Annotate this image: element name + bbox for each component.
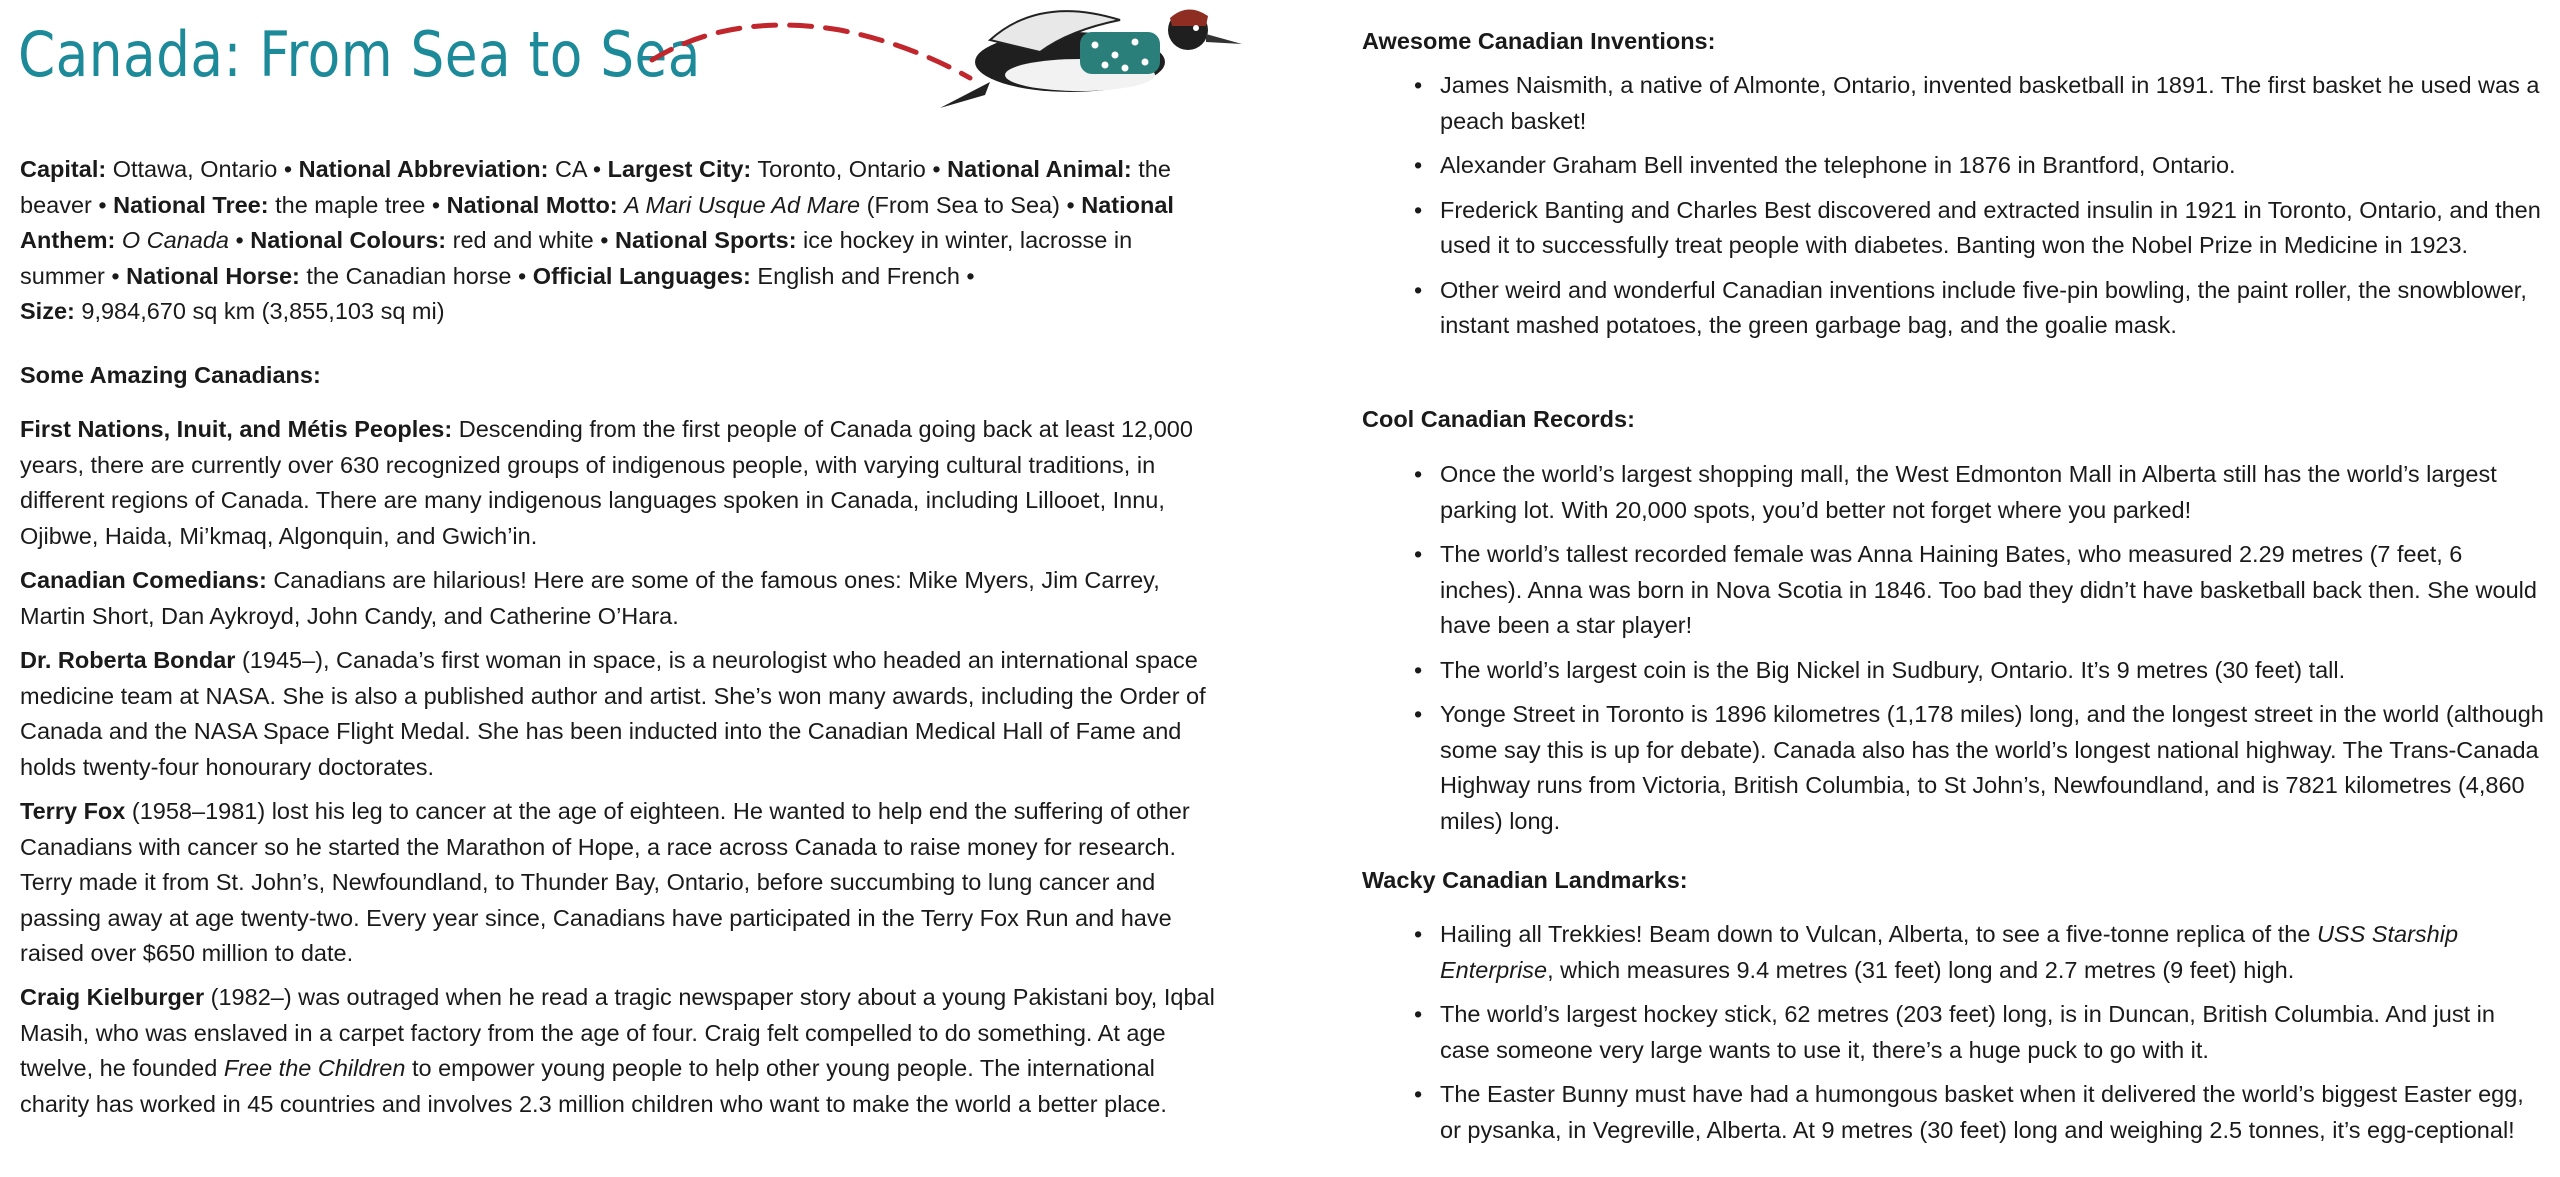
list-item: • Other weird and wonderful Canadian inventions include five-pin bowling, the paint roller, the snowblower, instant mashed potatoes, the green garbage bag, and the goalie mask. — [1414, 276, 2527, 338]
landmarks-list — [1362, 917, 2547, 1148]
list-item: • Hailing all Trekkies! Beam down to Vulcan, Alberta, to see a five-tonne replica of the USS Starship Enterprise, which measures 9.4 metres (31 feet) long and 2.7 metres (9 feet) high. — [1414, 921, 2459, 983]
list-item: • Yonge Street in Toronto is 1896 kilometres (1,178 miles) long, and the longest street in the world (although some say this is up for debate). Canada also has the world’s longest national highway. The Trans-Canada Highway runs from Victoria, British Columbia, to St John’s, Newfoundland, and is 7821 kilometres (4,860 miles) long. — [1414, 701, 2544, 834]
list-item: • The world’s tallest recorded female was Anna Haining Bates, who measured 2.29 metres (7 feet, 6 inches). Anna was born in Nova Scotia in 1846. Too bad they didn’t have basketball back then. She would have been a star player! — [1414, 541, 2537, 638]
national-facts: Capital: Ottawa, Ontario • National Abbreviation: CA • Largest City: Toronto, Ontario • National Animal: the beaver • National Tree: the maple tree • National Motto: A Mari Usque Ad Mare (From Sea to Sea) • National Anthem: O Canada • National Colours: red and white • National Sports: ice hockey in winter, lacrosse in summer • National Horse: the Canadian horse • Official Languages: English and French • Size: 9,984,670 sq km (3,855,103 sq mi) — [20, 156, 1174, 324]
flight-path-dashes — [652, 25, 970, 78]
kielburger-paragraph: Craig Kielburger (1982–) was outraged when he read a tragic newspaper story about a young Pakistani boy, Iqbal Masih, who was enslaved in a carpet factory from the age of four. Craig felt compelled to do something. At age twelve, he founded Free the Children to empower young people to help other young people. The international charity has worked in 45 countries and involves 2.3 million children who want to make the world a better place. — [20, 984, 1215, 1117]
landmarks-heading: Wacky Canadian Landmarks: — [1362, 867, 1688, 893]
page-title: Canada: From Sea to Sea — [18, 18, 701, 91]
flying-loon-illustration — [640, 0, 1260, 120]
comedians-paragraph: Canadian Comedians: Canadians are hilarious! Here are some of the famous ones: Mike Myers, Jim Carrey, Martin Short, Dan Aykroyd, John Candy, and Catherine O’Hara. — [20, 567, 1160, 629]
inventions-heading: Awesome Canadian Inventions: — [1362, 28, 1716, 54]
bondar-paragraph: Dr. Roberta Bondar (1945–), Canada’s first woman in space, is a neurologist who headed an international space medicine team at NASA. She is also a published author and artist. She’s won many awards, including the Order of Canada and the NASA Space Flight Medal. She has been inducted into the Canadian Medical Hall of Fame and holds twenty-four honourary doctorates. — [20, 647, 1206, 780]
list-item: • The Easter Bunny must have had a humongous basket when it delivered the world’s biggest Easter egg, or pysanka, in Vegreville, Alberta. At 9 metres (30 feet) long and weighing 2.5 tonnes, it’s egg-ceptional! — [1414, 1081, 2524, 1143]
list-item: • The world’s largest coin is the Big Nickel in Sudbury, Ontario. It’s 9 metres (30 feet) tall. — [1414, 656, 2346, 683]
list-item: • Alexander Graham Bell invented the telephone in 1876 in Brantford, Ontario. — [1414, 152, 2236, 178]
list-item: • The world’s largest hockey stick, 62 metres (203 feet) long, is in Duncan, British Columbia. And just in case someone very large wants to use it, there’s a huge puck to go with it. — [1414, 1001, 2495, 1063]
list-item: • Once the world’s largest shopping mall, the West Edmonton Mall in Alberta still has the world’s largest parking lot. With 20,000 spots, you’d better not forget where you parked! — [1414, 461, 2497, 523]
first-nations-paragraph: First Nations, Inuit, and Métis Peoples: Descending from the first people of Canada going back at least 12,000 years, there are currently over 630 recognized groups of indigenous people, with varying cultural traditions, in different regions of Canada. There are many indigenous languages spoken in Canada, including Lillooet, Innu, Ojibwe, Haida, Mi’kmaq, Algonquin, and Gwich’in. — [20, 416, 1193, 549]
records-list — [1362, 457, 2547, 839]
amazing-canadians-heading: Some Amazing Canadians: — [20, 362, 321, 388]
list-item: • James Naismith, a native of Almonte, Ontario, invented basketball in 1891. The first basket he used was a peach basket! — [1414, 72, 2540, 134]
loon-icon — [940, 9, 1242, 108]
inventions-list — [1362, 68, 2547, 344]
records-heading: Cool Canadian Records: — [1362, 406, 1635, 432]
terry-fox-paragraph: Terry Fox (1958–1981) lost his leg to cancer at the age of eighteen. He wanted to help end the suffering of other Canadians with cancer so he started the Marathon of Hope, a race across Canada to raise money for research. Terry made it from St. John’s, Newfoundland, to Thunder Bay, Ontario, before succumbing to lung cancer and passing away at age twenty-two. Every year since, Canadians have participated in the Terry Fox Run and have raised over $650 million to date. — [20, 798, 1190, 966]
list-item: • Frederick Banting and Charles Best discovered and extracted insulin in 1921 in Toronto, Ontario, and then used it to successfully treat people with diabetes. Banting won the Nobel Prize in Medicine in 1923. — [1414, 196, 2541, 258]
